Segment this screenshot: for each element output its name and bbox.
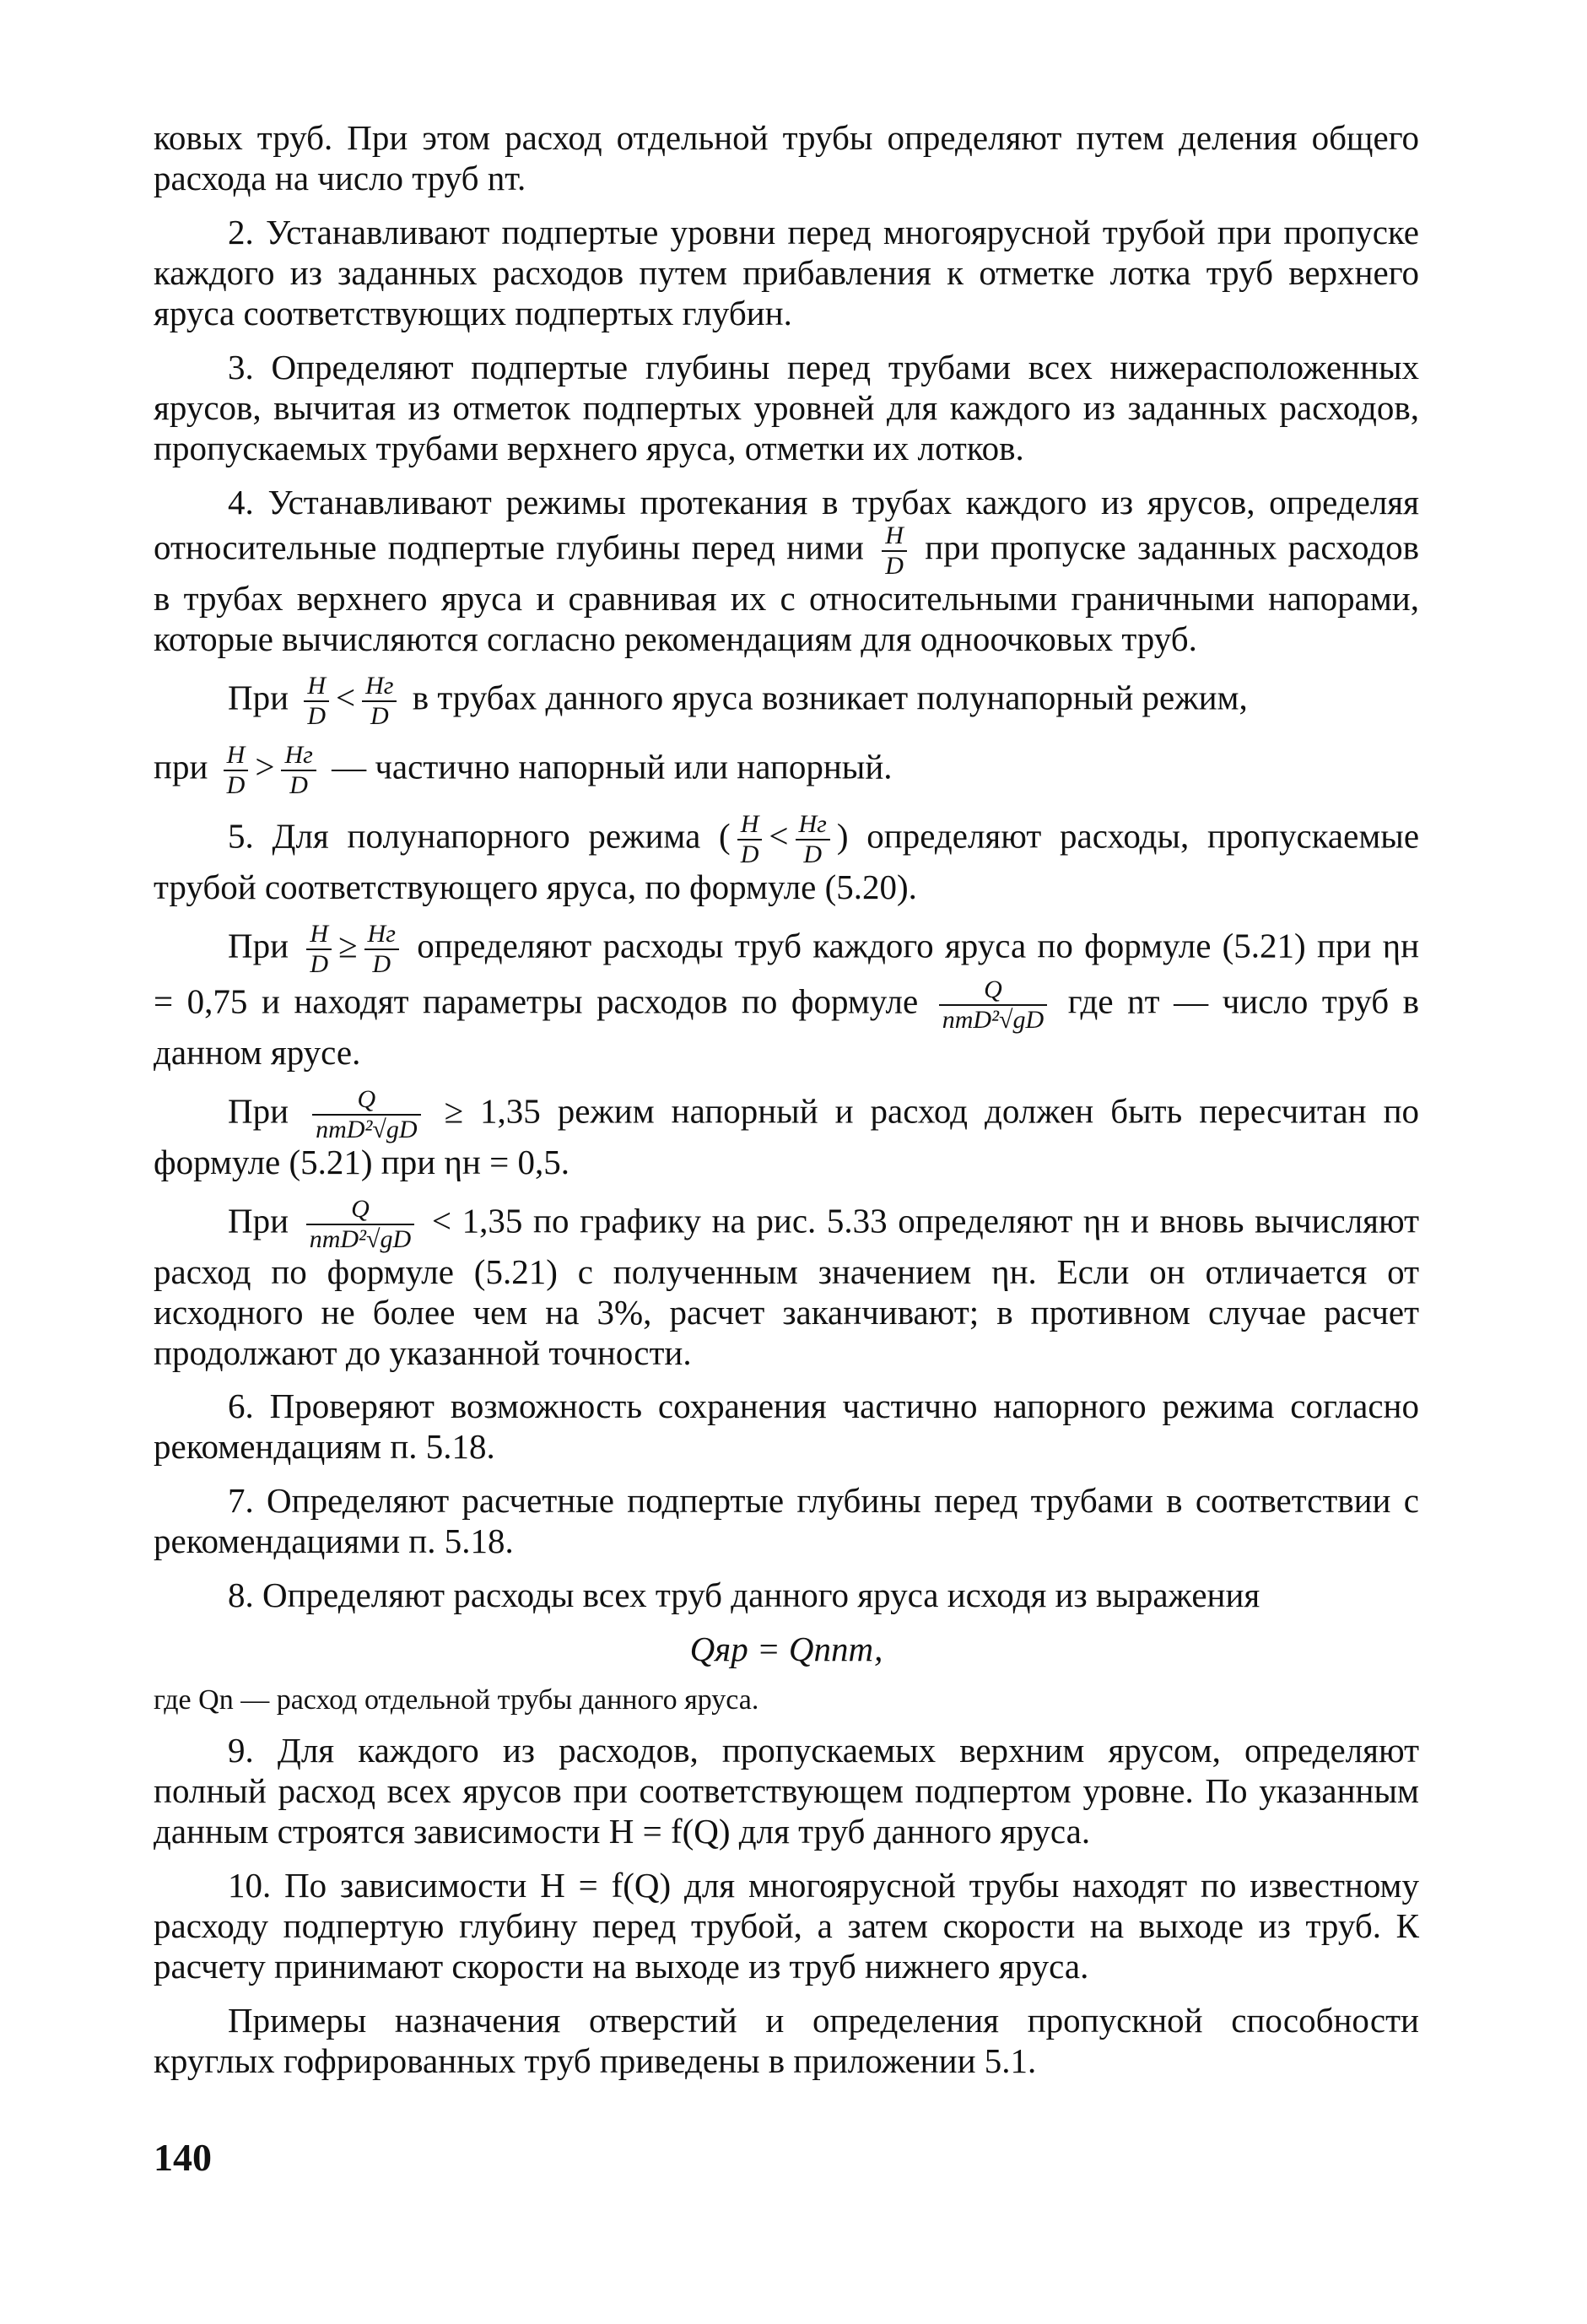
fraction-hg-over-d: $\frac{Hг}{D}$ [796, 812, 830, 867]
less-than-sign: < [335, 678, 356, 717]
page-number: 140 [154, 2136, 212, 2179]
greater-than-sign: > [255, 747, 275, 786]
paragraph-step-3: 3. Определяют подпертые глубины перед трубами всех нижерасположенных ярусов, вычитая из отметок подпертых уровней для каждого из заданных расходов, пропускаемых трубами верхнего яруса, отметки их лотков. [154, 347, 1419, 468]
paragraph-pressure-flow: При $\frac{H}{D}$ ≥ $\frac{Hг}{D}$ определяют расходы труб каждого яруса по формуле (5.21) при ηн = 0,75 и находят параметры расходов по формуле $\frac{Q}{\text{nтD²√gD}}$ где nт — число труб в данном ярусе. [154, 919, 1420, 1072]
paragraph-step-9: 9. Для каждого из расходов, пропускаемых верхним ярусом, определяют полный расход всех ярусов при соответствующем подпертом уровне. По указанным данным строятся зависимости H = f(Q) для труб данного яруса. [154, 1731, 1419, 1851]
fraction-h-over-d: $\frac{H}{D}$ [306, 921, 332, 977]
paragraph-recalculation: При $\frac{Q}{\text{nтD²√gD}}$ < 1,35 по графику на рис. 5.33 определяют ηн и вновь вычисляют расход по формуле (5.21) с полученным значением ηн. Если он отличается от исходного не более чем на 3%, расчет заканчивают; в противном случае расчет продолжают до указанной точности. [154, 1194, 1420, 1372]
formula-explanation: где Qn — расход отдельной трубы данного яруса. [154, 1684, 759, 1716]
step-4-text-b: при пропуске заданных расходов в трубах верхнего яруса и сравнивая их с относительными граничными напорами, которые вычисляются согласно рекомендациям для одноочковых труб. [154, 527, 1420, 658]
paragraph-examples: Примеры назначения отверстий и определения пропускной способности круглых гофрированных труб приведены в приложении 5.1. [154, 2000, 1419, 2080]
paragraph-intro: ковых труб. При этом расход отдельной трубы определяют путем деления общего расхода на число труб nт. [154, 118, 1419, 197]
paragraph-pressure-mode: При $\frac{Q}{\text{nтD²√gD}}$ ≥ 1,35 режим напорный и расход должен быть пересчитан по формуле (5.21) при ηн = 0,5. [154, 1084, 1420, 1181]
paragraph-step-10: 10. По зависимости H = f(Q) для многоярусной трубы находят по известному расходу подпертую глубину перед трубой, а затем скорости на выходе из труб. К расчету принимают скорости на выходе из труб нижнего яруса. [154, 1865, 1419, 1986]
fraction-h-over-d: $\frac{H}{D}$ [304, 673, 329, 729]
paragraph-pressure-condition: при $\frac{H}{D}$ > $\frac{Hг}{D}$ — частично напорный или напорный. [154, 740, 893, 799]
paragraph-step-6: 6. Проверяют возможность сохранения частично напорного режима согласно рекомендациям п. 5.18. [154, 1386, 1419, 1467]
fraction-hg-over-d: $\frac{Hг}{D}$ [364, 921, 399, 977]
fraction-hg-over-d: $\frac{Hг}{D}$ [281, 743, 316, 798]
fraction-hg-over-d: $\frac{Hг}{D}$ [362, 673, 397, 729]
fraction-flow-parameter: $\frac{Q}{\text{nтD²√gD}}$ [312, 1087, 420, 1143]
fraction-h-over-d: $\frac{H}{D}$ [737, 812, 763, 867]
body-text [154, 118, 1419, 2095]
fraction-h-over-d: $\frac{H}{D}$ [224, 743, 249, 798]
paragraph-step-8: 8. Определяют расходы всех труб данного яруса исходя из выражения [228, 1575, 1260, 1615]
fraction-h-over-d: $\frac{H}{D}$ [882, 523, 907, 579]
fraction-flow-parameter: $\frac{Q}{\text{nтD²√gD}}$ [306, 1197, 414, 1252]
paragraph-step-4 [154, 483, 1419, 660]
paragraph-step-2: 2. Устанавливают подпертые уровни перед многоярусной трубой при пропуске каждого из заданных расходов путем прибавления к отметке лотка труб верхнего яруса соответствующих подпертых глубин. [154, 212, 1419, 332]
formula-tier-flow: Qяр = Qnnт, [689, 1630, 883, 1669]
fraction-flow-parameter: $\frac{Q}{\text{nтD²√gD}}$ [939, 977, 1047, 1033]
paragraph-step-7: 7. Определяют расчетные подпертые глубины перед трубами в соответствии с рекомендациями п. 5.18. [154, 1481, 1419, 1561]
paragraph-semi-pressure-condition: При $\frac{H}{D}$ < $\frac{Hг}{D}$ в трубах данного яруса возникает полунапорный режим, [228, 671, 1248, 730]
paragraph-step-5: 5. Для полунапорного режима ( $\frac{H}{D}$ < $\frac{Hг}{D}$ ) определяют расходы, пропускаемые трубой соответствующего яруса, по формуле (5.20). [154, 809, 1420, 906]
step-4-text-a: 4. Устанавливают режимы протекания в трубах каждого из ярусов, определяя относительные подпертые глубины перед ними [154, 482, 1419, 567]
